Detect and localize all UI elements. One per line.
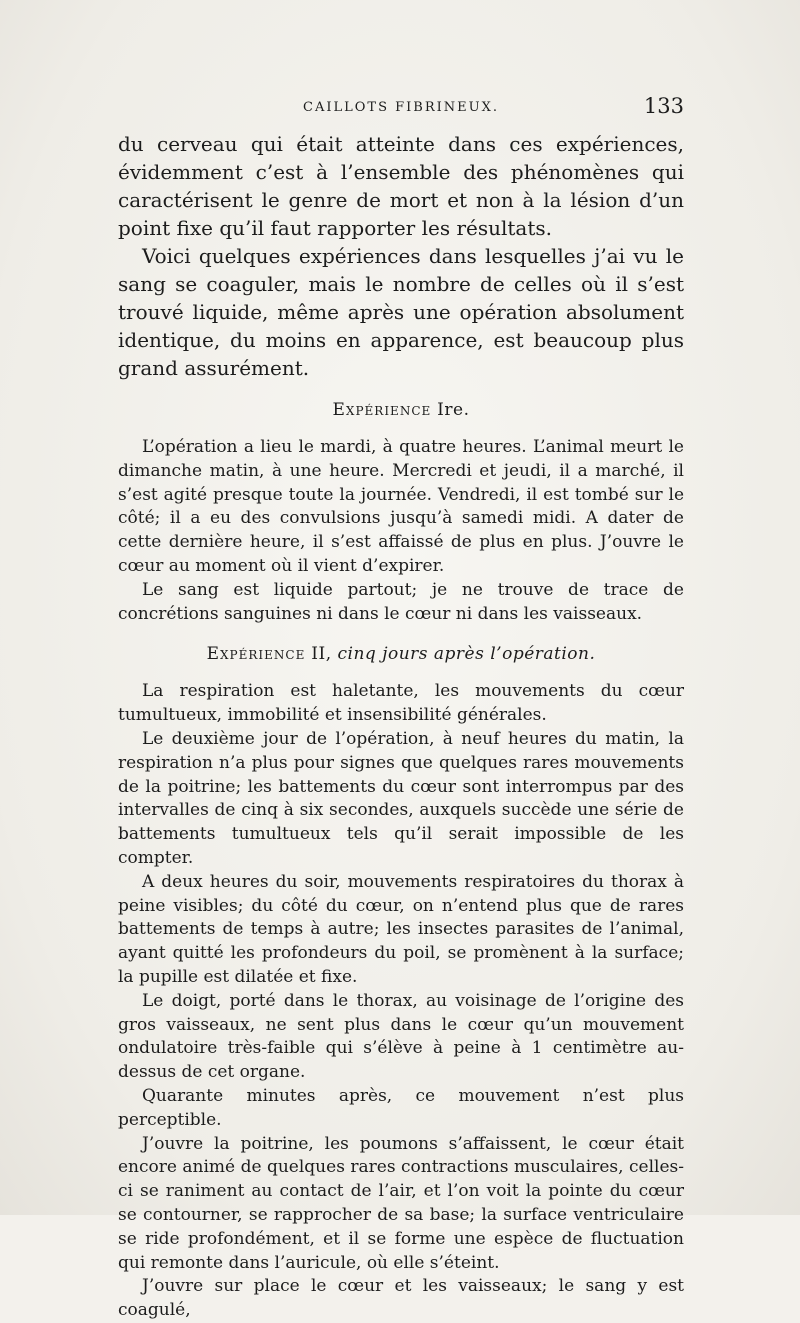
heading-subtitle: cinq jours après l’opération. [337,644,596,665]
experiment-1-text [118,436,684,626]
experiment-2-text [118,680,684,1323]
paragraph: Quarante minutes après, ce mouvement n’est plus perceptible. [118,1085,684,1130]
running-title: CAILLOTS FIBRINEUX. [303,100,499,115]
paragraph: J’ouvre la poitrine, les poumons s’affaissent, le cœur était encore animé de quelques rares contractions musculaires, celles-ci se raniment au contact de l’air, et l’on voit la pointe du cœur se contourner, se rapprocher de sa base; la surface ventriculaire se ride profondément, et il se forme une espèce de fluctuation qui remonte dans l’auricule, où elle s’éteint. [118,1133,684,1273]
paragraph: La respiration est haletante, les mouvements du cœur tumultueux, immobilité et insensibilité générales. [118,681,684,726]
heading-word: Expérience [206,644,306,665]
paragraph: J’ouvre sur place le cœur et les vaisseaux; le sang y est coagulé, [118,1276,684,1321]
page-body [118,130,684,1323]
experiment-2-heading [118,644,684,664]
paragraph: Voici quelques expériences dans lesquelles j’ai vu le sang se coaguler, mais le nombre de celles où il s’est trouvé liquide, même après une opération absolument identique, du moins en apparence, est beaucoup plus grand assurément. [118,244,684,380]
experiment-1-heading [118,400,684,420]
intro-text [118,130,684,382]
page-header [118,94,684,124]
paragraph: Le sang est liquide partout; je ne trouve de trace de concrétions sanguines ni dans le cœur ni dans les vaisseaux. [118,579,684,624]
paragraph: Le doigt, porté dans le thorax, au voisinage de l’origine des gros vaisseaux, ne sent plus dans le cœur qu’un mouvement ondulatoire très-faible qui s’élève à peine à 1 centimètre au-dessus de cet organe. [118,990,684,1083]
heading-number: II, [311,644,332,665]
heading-word: Expérience [332,400,432,420]
page-number: 133 [643,94,684,118]
paragraph: Le deuxième jour de l’opération, à neuf heures du matin, la respiration n’a plus pour signes que quelques rares mouvements de la poitrine; les battements du cœur sont interrompus par des intervalles de cinq à six secondes, auxquels succède une série de battements tumultueux tels qu’il serait impossible de les compter. [118,728,684,868]
paragraph: A deux heures du soir, mouvements respiratoires du thorax à peine visibles; du côté du cœur, on n’entend plus que de rares battements de temps à autre; les insectes parasites de l’animal, ayant quitté les profondeurs du poil, se promènent à la surface; la pupille est dilatée et fixe. [118,871,684,987]
heading-number: Ire. [437,400,470,420]
paragraph: L’opération a lieu le mardi, à quatre heures. L’animal meurt le dimanche matin, à une heure. Mercredi et jeudi, il a marché, il s’est agité presque toute la journée. Vendredi, il est tombé sur le côté; il a eu des convulsions jusqu’à samedi midi. A dater de cette dernière heure, il s’est affaissé de plus en plus. J’ouvre le cœur au moment où il vient d’expirer. [118,437,684,576]
paragraph: du cerveau qui était atteinte dans ces expériences, évidemment c’est à l’ensemble des phénomènes qui caractérisent le genre de mort et non à la lésion d’un point fixe qu’il faut rapporter les résultats. [118,132,684,240]
